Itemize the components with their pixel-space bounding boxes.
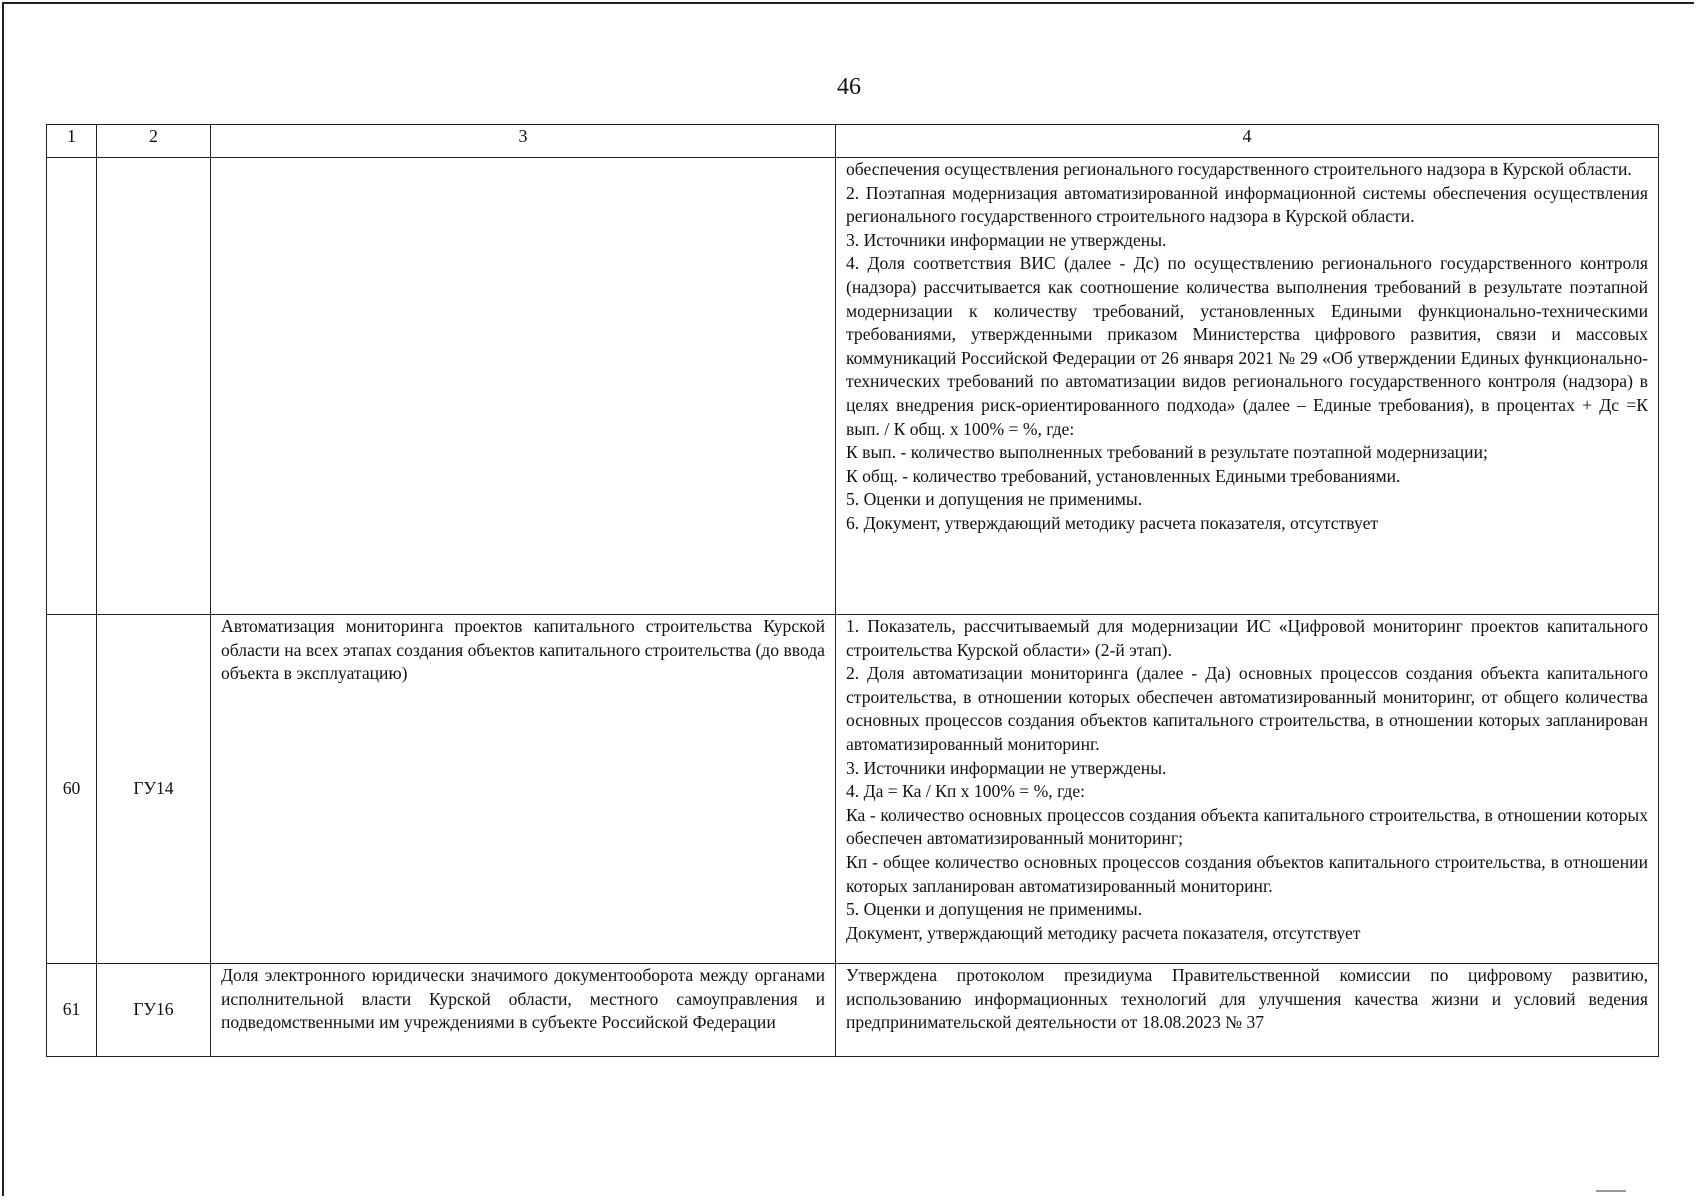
cell-methodology: Утверждена протоколом президиума Правительственной комиссии по цифровому развитию, использованию информационных технологий для улучшения качества жизни и условий ведения предпринимательской деятельности от 18.08.2023 № 37: [836, 964, 1659, 1057]
methodology-line: 5. Оценки и допущения не применимы.: [846, 899, 1143, 920]
table-header-row: [47, 125, 1659, 158]
cell-code: ГУ16: [97, 964, 211, 1057]
header-col-2: 2: [97, 125, 211, 158]
page-number: 46: [837, 74, 861, 100]
methodology-line: 6. Документ, утверждающий методику расчета показателя, отсутствует: [846, 512, 1379, 533]
indicators-table: [46, 124, 1659, 1057]
methodology-line: 2. Поэтапная модернизация автоматизированной информационной системы обеспечения осуществления регионального государственного строительного надзора в Курской области.: [846, 182, 1648, 227]
cell-name-empty: [211, 158, 836, 615]
methodology-line: К вып. - количество выполненных требований в результате поэтапной модернизации;: [846, 442, 1488, 463]
cell-methodology: [836, 158, 1659, 615]
methodology-line: 4. Да = Ка / Кп х 100% = %, где:: [846, 781, 1086, 802]
table-row-61: [47, 964, 1659, 1057]
header-col-1: 1: [47, 125, 97, 158]
methodology-line: обеспечения осуществления регионального государственного строительного надзора в Курской области.: [846, 159, 1632, 179]
methodology-line: 3. Источники информации не утверждены.: [846, 229, 1167, 250]
methodology-line: К общ. - количество требований, установленных Едиными требованиями.: [846, 465, 1401, 486]
methodology-line: 3. Источники информации не утверждены.: [846, 757, 1167, 778]
cell-indicator-name: Доля электронного юридически значимого документооборота между органами исполнительной власти Курской области, местного самоуправления и подведомственными им учреждениями в субъекте Российской Федерации: [211, 964, 836, 1057]
methodology-line: Кп - общее количество основных процессов создания объектов капитального строительства, в отношении которых запланирован автоматизированный мониторинг.: [846, 851, 1648, 896]
table-row-continuation: [47, 158, 1659, 615]
table-row-60: [47, 615, 1659, 964]
header-col-3: 3: [211, 125, 836, 158]
cell-num-empty: [47, 158, 97, 615]
methodology-line: 2. Доля автоматизации мониторинга (далее - Да) основных процессов создания объекта капитального строительства, в отношении которых обеспечен автоматизированный мониторинг, от общего количества основных процессов создания объектов капитального строительства, в отношении которых запланирован автоматизированный мониторинг.: [846, 663, 1648, 754]
methodology-line: 5. Оценки и допущения не применимы.: [846, 489, 1143, 510]
scan-artifact: [1596, 1190, 1626, 1192]
cell-methodology: [836, 615, 1659, 964]
cell-code: ГУ14: [97, 615, 211, 964]
cell-num: 61: [47, 964, 97, 1057]
cell-num: 60: [47, 615, 97, 964]
cell-indicator-name: Автоматизация мониторинга проектов капитального строительства Курской области на всех этапах создания объектов капитального строительства (до ввода объекта в эксплуатацию): [211, 615, 836, 964]
methodology-line: 4. Доля соответствия ВИС (далее - Дс) по осуществлению регионального государственного контроля (надзора) рассчитывается как соотношение количества выполнения требований в результате поэтапной модернизации к количеству требований, установленных Едиными функционально-техническими требованиями, утвержденными приказом Министерства цифрового развития, связи и массовых коммуникаций Российской Федерации от 26 января 2021 № 29 «Об утверждении Единых функционально-технических требований по автоматизации видов регионального государственного контроля (надзора) в целях внедрения риск-ориентированного подхода» (далее – Единые требования), в процентах + Дс =К вып. / К общ. х 100% = %, где:: [846, 253, 1648, 439]
header-col-4: 4: [836, 125, 1659, 158]
methodology-line: Ка - количество основных процессов создания объекта капитального строительства, в отношении которых обеспечен автоматизированный мониторинг;: [846, 804, 1648, 849]
methodology-line: 1. Показатель, рассчитываемый для модернизации ИС «Цифровой мониторинг проектов капитального строительства Курской области» (2-й этап).: [846, 616, 1648, 660]
methodology-line: Документ, утверждающий методику расчета показателя, отсутствует: [846, 922, 1361, 943]
cell-code-empty: [97, 158, 211, 615]
